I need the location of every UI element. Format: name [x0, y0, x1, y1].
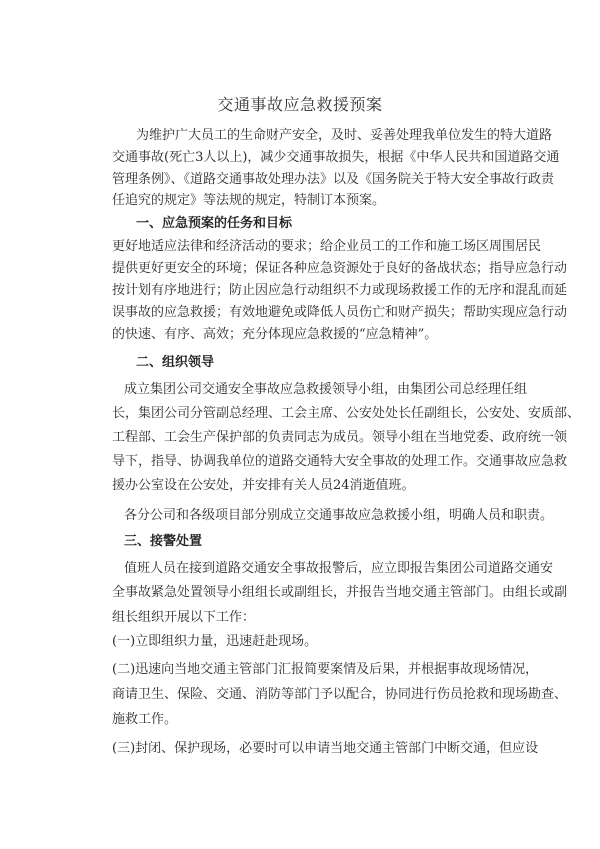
- section3-item-2-line: 施救工作。: [112, 712, 178, 727]
- section2-line: 工程部、工会生产保护部的负责同志为成员。领导小组在当地党委、政府统一领: [112, 430, 568, 445]
- section1-line: 更好地适应法律和经济活动的要求；给企业员工的工作和施工场区周围居民: [112, 239, 542, 254]
- section3-line: 组长组织开展以下工作：: [112, 610, 256, 625]
- section2-line: 援办公室设在公安处，并安排有关人员24消逝值班。: [112, 478, 415, 493]
- document-title: 交通事故应急救援预案: [217, 95, 383, 114]
- section3-line: 值班人员在接到道路交通安全事故报警后，应立即报告集团公司道路交通安: [124, 561, 554, 576]
- section-heading-2: 二、组织领导: [136, 355, 215, 370]
- section3-item-3: (三)封闭、保护现场，必要时可以申请当地交通主管部门中断交通，但应设: [112, 741, 539, 756]
- section-heading-1: 一、应急预案的任务和目标: [136, 216, 293, 231]
- section2-line: 导下，指导、协调我单位的道路交通特大安全事故的处理工作。交通事故应急救: [112, 454, 568, 469]
- intro-line: 任追究的规定》等法规的规定，特制订本预案。: [112, 193, 386, 208]
- section2-line: 成立集团公司交通安全事故应急救援领导小组，由集团公司总经理任组: [124, 382, 528, 397]
- section1-line: 的快速、有序、高效；充分体现应急救援的“应急精神”。: [112, 327, 438, 342]
- section3-item-1: (一)立即组织力量，迅速赶赴现场。: [112, 634, 318, 649]
- section1-line: 提供更好更安全的环境；保证各种应急资源处于良好的备战状态；指导应急行动: [112, 261, 568, 276]
- section2-line: 长，集团公司分管副总经理、工会主席、公安处处长任副组长，公安处、安质部、: [112, 406, 581, 421]
- section3-item-2-line: 商请卫生、保险、交通、消防等部门予以配合，协同进行伤员抢救和现场勘查、: [112, 687, 568, 702]
- section2-line: 各分公司和各级项目部分别成立交通事故应急救援小组，明确人员和职责。: [124, 508, 554, 523]
- intro-line: 管理条例》、《道路交通事故处理办法》以及《国务院关于特大安全事故行政责: [112, 172, 555, 187]
- intro-line: 交通事故(死亡3人以上)，减少交通事故损失，根据《中华人民共和国道路交通: [112, 150, 560, 165]
- intro-line: 为维护广大员工的生命财产安全，及时、妥善处理我单位发生的特大道路: [136, 128, 553, 143]
- section3-item-2-line: (二)迅速向当地交通主管部门汇报简要案情及后果，并根据事故现场情况，: [112, 662, 539, 677]
- section-heading-3: 三、接警处置: [124, 534, 203, 549]
- section3-line: 全事故紧急处置领导小组组长或副组长，并报告当地交通主管部门。由组长或副: [112, 585, 568, 600]
- section1-line: 误事故的应急救援；有效地避免或降低人员伤亡和财产损失；帮助实现应急行动: [112, 305, 568, 320]
- section1-line: 按计划有序地进行；防止因应急行动组织不力或现场救援工作的无序和混乱而延: [112, 283, 568, 298]
